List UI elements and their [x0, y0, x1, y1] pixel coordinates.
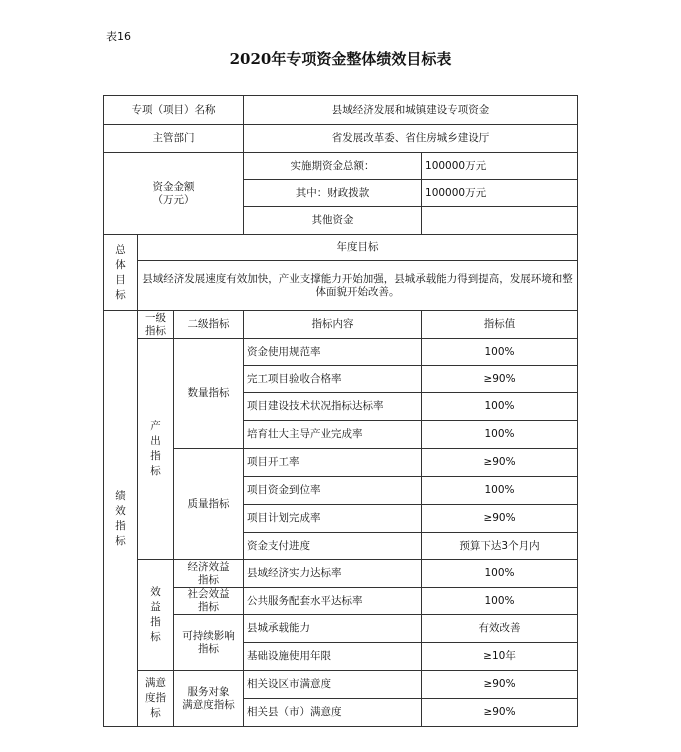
overall-goal-header-row: [104, 235, 578, 261]
funds-fiscal-label: 其中：财政拨款: [244, 180, 422, 207]
indicator-value: 100%: [422, 560, 578, 588]
economic-benefit-label: 经济效益 指标: [174, 560, 244, 588]
indicator-value: 100%: [422, 339, 578, 366]
indicator-value: 有效改善: [422, 615, 578, 643]
indicator-value: ≥90%: [422, 699, 578, 727]
indicator-value: ≥90%: [422, 505, 578, 533]
indicator-content: 县域经济实力达标率: [244, 560, 422, 588]
social-benefit-label: 社会效益 指标: [174, 588, 244, 615]
indicator-value: 100%: [422, 421, 578, 449]
table-row: [104, 339, 578, 366]
indicator-content: 项目开工率: [244, 449, 422, 477]
indicator-content: 资金支付进度: [244, 533, 422, 560]
indicator-content: 完工项目验收合格率: [244, 366, 422, 393]
indicator-value: 100%: [422, 477, 578, 505]
indicators-header-row: [104, 311, 578, 339]
quantity-indicators-label: 数量指标: [174, 339, 244, 449]
table-row: [104, 588, 578, 615]
funds-other-value: [422, 207, 578, 235]
indicator-content: 培育壮大主导产业完成率: [244, 421, 422, 449]
department-value: 省发展改革委、省住房城乡建设厅: [244, 125, 578, 153]
indicator-value: ≥90%: [422, 449, 578, 477]
indicator-content: 资金使用规范率: [244, 339, 422, 366]
funds-total-row: [104, 153, 578, 180]
table-row: [104, 671, 578, 699]
benefit-indicators-label: 效 益 指 标: [138, 560, 174, 671]
funds-fiscal-value: 100000万元: [422, 180, 578, 207]
indicator-content: 公共服务配套水平达标率: [244, 588, 422, 615]
indicator-value: 预算下达3个月内: [422, 533, 578, 560]
indicator-value: ≥90%: [422, 671, 578, 699]
column-level2-header: 二级指标: [174, 311, 244, 339]
column-level1-header: 一级 指标: [138, 311, 174, 339]
annual-goal-text: 县域经济发展速度有效加快，产业支撑能力开始加强，县城承载能力得到提高，发展环境和整体面貌开始改善。: [138, 261, 578, 311]
project-name-row: [104, 96, 578, 125]
project-name-label: 专项（项目）名称: [104, 96, 244, 125]
indicator-content: 项目计划完成率: [244, 505, 422, 533]
funds-label: 资金金额 （万元）: [104, 153, 244, 235]
funds-total-label: 实施期资金总额：: [244, 153, 422, 180]
indicator-value: ≥10年: [422, 643, 578, 671]
indicator-content: 基础设施使用年限: [244, 643, 422, 671]
indicator-content: 县城承载能力: [244, 615, 422, 643]
overall-goal-text-row: [104, 261, 578, 311]
indicator-content: 项目资金到位率: [244, 477, 422, 505]
annual-goal-header: 年度目标: [138, 235, 578, 261]
indicator-value: 100%: [422, 393, 578, 421]
overall-goal-label: 总 体 目 标: [104, 235, 138, 311]
indicator-value: ≥90%: [422, 366, 578, 393]
table-row: [104, 560, 578, 588]
funds-other-label: 其他资金: [244, 207, 422, 235]
indicator-content: 相关县（市）满意度: [244, 699, 422, 727]
indicator-content: 相关设区市满意度: [244, 671, 422, 699]
quality-indicators-label: 质量指标: [174, 449, 244, 560]
document-title: 2020年专项资金整体绩效目标表: [229, 50, 452, 68]
project-name-value: 县域经济发展和城镇建设专项资金: [244, 96, 578, 125]
table-row: [104, 615, 578, 643]
sustainable-impact-label: 可持续影响 指标: [174, 615, 244, 671]
indicator-value: 100%: [422, 588, 578, 615]
column-content-header: 指标内容: [244, 311, 422, 339]
table-number-label: 表16: [106, 30, 131, 43]
department-label: 主管部门: [104, 125, 244, 153]
performance-indicators-label: 绩 效 指 标: [104, 311, 138, 727]
department-row: [104, 125, 578, 153]
service-satisfaction-label: 服务对象 满意度指标: [174, 671, 244, 727]
column-value-header: 指标值: [422, 311, 578, 339]
indicator-content: 项目建设技术状况指标达标率: [244, 393, 422, 421]
output-indicators-label: 产 出 指 标: [138, 339, 174, 560]
table-row: [104, 449, 578, 477]
satisfaction-indicators-label: 满意 度指 标: [138, 671, 174, 727]
performance-goal-table: [103, 95, 578, 727]
funds-total-value: 100000万元: [422, 153, 578, 180]
